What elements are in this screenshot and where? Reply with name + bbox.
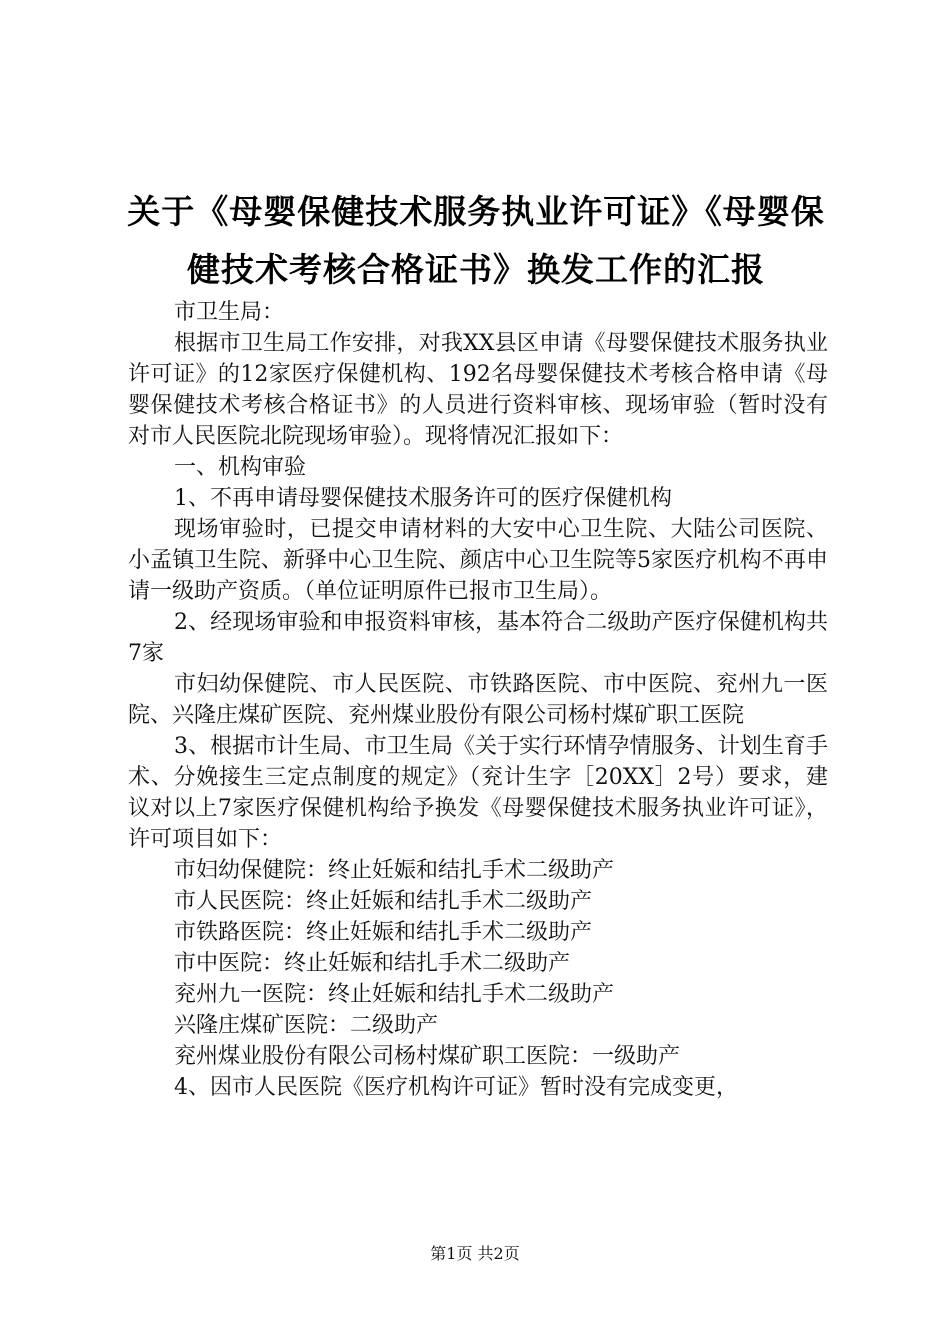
document-body (128, 297, 828, 1103)
paragraph-subsection-2: 市妇幼保健院、市人民医院、市铁路医院、市中医院、兖州九一医院、兴隆庄煤矿医院、兖州煤业股份有限公司杨村煤矿职工医院 (128, 672, 828, 728)
paragraph-subsection-1: 现场审验时，已提交申请材料的大安中心卫生院、大陆公司医院、小孟镇卫生院、新驿中心卫生院、颜店中心卫生院等5家医疗机构不再申请一级助产资质。（单位证明原件已报市卫生局）。 (128, 517, 828, 604)
subsection-2: 2、经现场审验和申报资料审核，基本符合二级助产医疗保健机构共7家 (128, 610, 828, 666)
subsection-3: 3、根据市计生局、市卫生局《关于实行环情孕情服务、计划生育手术、分娩接生三定点制度的规定》（兖计生字［20XX］2号）要求，建议对以上7家医疗保健机构给予换发《母婴保健技术服务执业许可证》，许可项目如下： (128, 734, 828, 852)
list-item: 市中医院：终止妊娠和结扎手术二级助产 (174, 951, 571, 976)
section-heading: 一、机构审验 (174, 455, 307, 480)
list-item: 兖州九一医院：终止妊娠和结扎手术二级助产 (174, 982, 615, 1007)
list-item: 市铁路医院：终止妊娠和结扎手术二级助产 (174, 920, 593, 945)
page-number: 第1页 (430, 1244, 473, 1263)
paragraph-intro: 根据市卫生局工作安排，对我XX县区申请《母婴保健技术服务执业许可证》的12家医疗保健机构、192名母婴保健技术考核合格申请《母婴保健技术考核合格证书》的人员进行资料审核、现场审验（暂时没有对市人民医院北院现场审验）。现将情况汇报如下： (128, 331, 828, 449)
subsection-1: 1、不再申请母婴保健技术服务许可的医疗保健机构 (174, 486, 672, 511)
subsection-4: 4、因市人民医院《医疗机构许可证》暂时没有完成变更， (174, 1075, 738, 1100)
list-item: 市妇幼保健院：终止妊娠和结扎手术二级助产 (174, 858, 615, 883)
list-item: 市人民医院：终止妊娠和结扎手术二级助产 (174, 889, 593, 914)
document-title: 关于《母婴保健技术服务执业许可证》《母婴保健技术考核合格证书》换发工作的汇报 (127, 192, 825, 289)
list-item: 兴隆庄煤矿医院：二级助产 (174, 1013, 439, 1038)
list-item: 兖州煤业股份有限公司杨村煤矿职工医院：一级助产 (174, 1044, 681, 1069)
page-total: 共2页 (477, 1244, 520, 1263)
salutation: 市卫生局： (174, 300, 285, 325)
page-footer (0, 1244, 950, 1264)
